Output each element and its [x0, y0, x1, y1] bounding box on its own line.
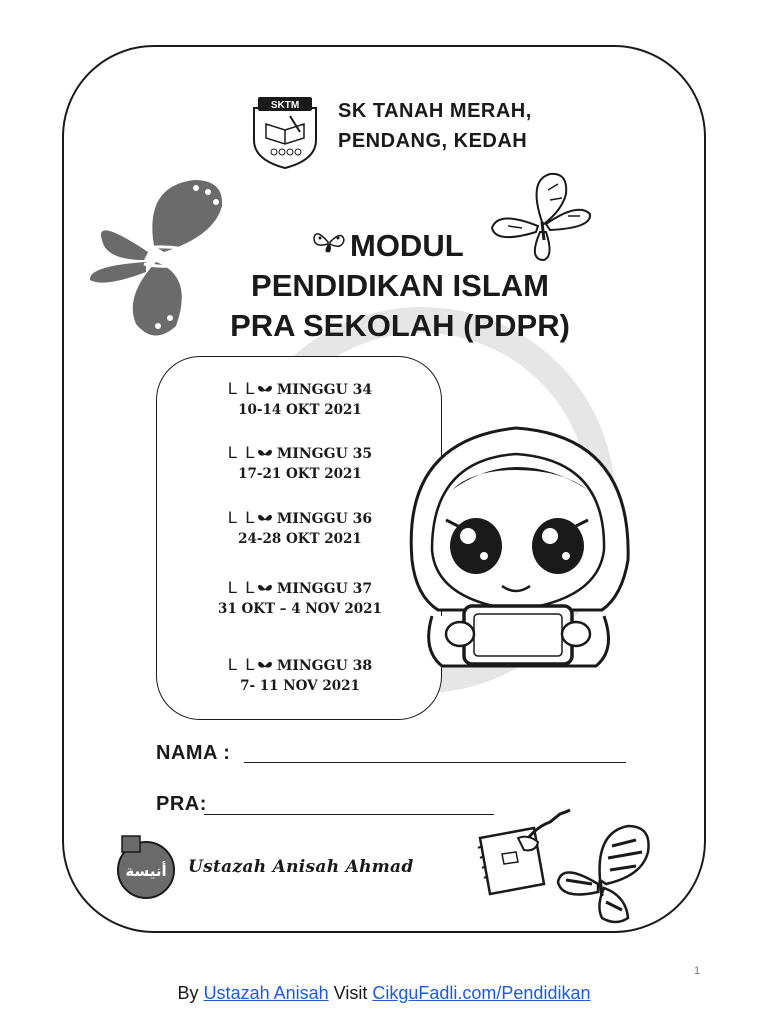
name-write-line[interactable]: [244, 762, 626, 763]
schedule-ll-label: L L: [227, 655, 257, 674]
school-name-line1: SK TANAH MERAH,: [338, 100, 532, 122]
title-line3: PRA SEKOLAH (PDPR): [230, 308, 570, 343]
school-crest-icon: [248, 94, 322, 170]
title-line2: PENDIDIKAN ISLAM: [251, 268, 549, 303]
schedule-week-label: MINGGU 37: [276, 581, 373, 597]
footer-credit: [0, 983, 768, 1004]
mini-butterfly-icon: [257, 659, 273, 672]
schedule-ll-label: L L: [227, 379, 257, 398]
mini-butterfly-icon: [257, 447, 273, 460]
mini-butterfly-icon: [257, 383, 273, 396]
brand-logo-icon: [110, 834, 182, 900]
class-write-line[interactable]: [204, 814, 494, 815]
schedule-week-label: MINGGU 38: [276, 658, 373, 674]
schedule-dates: 10-14 OKT 2021: [238, 402, 362, 418]
page-number: 1: [694, 965, 701, 977]
schedule-week-34: [157, 379, 443, 418]
footer-visit: Visit: [333, 983, 368, 1003]
schedule-ll-label: L L: [227, 443, 257, 462]
mini-butterfly-icon: [257, 512, 273, 525]
name-label: NAMA :: [156, 742, 231, 764]
girl-with-tablet-illustration: [392, 420, 646, 676]
schedule-week-label: MINGGU 34: [276, 382, 373, 398]
school-crest-text: SKTM: [270, 100, 300, 111]
butterfly-right-icon: [488, 170, 594, 264]
schedule-ll-label: L L: [227, 578, 257, 597]
footer-by: By: [177, 983, 199, 1003]
schedule-week-label: MINGGU 35: [276, 446, 373, 462]
brand-logo-arabic: أنيسة: [125, 862, 167, 880]
schedule-dates: 31 OKT – 4 NOV 2021: [218, 601, 382, 617]
schedule-dates: 17-21 OKT 2021: [238, 466, 362, 482]
site-link[interactable]: CikguFadli.com/Pendidikan: [372, 983, 591, 1003]
class-label: PRA:: [156, 793, 207, 815]
schedule-dates: 7- 11 NOV 2021: [240, 678, 360, 694]
mini-butterfly-icon: [257, 582, 273, 595]
butterfly-bottom-icon: [556, 822, 656, 926]
title-line1: MODUL: [350, 228, 464, 263]
author-link[interactable]: Ustazah Anisah: [203, 983, 329, 1003]
title-butterfly-icon: [312, 226, 346, 256]
brand-name: Ustazah Anisah Ahmad: [188, 857, 414, 877]
schedule-ll-label: L L: [227, 508, 257, 527]
school-name-line2: PENDANG, KEDAH: [338, 130, 528, 152]
schedule-dates: 24-28 OKT 2021: [238, 531, 362, 547]
schedule-week-label: MINGGU 36: [276, 511, 373, 527]
